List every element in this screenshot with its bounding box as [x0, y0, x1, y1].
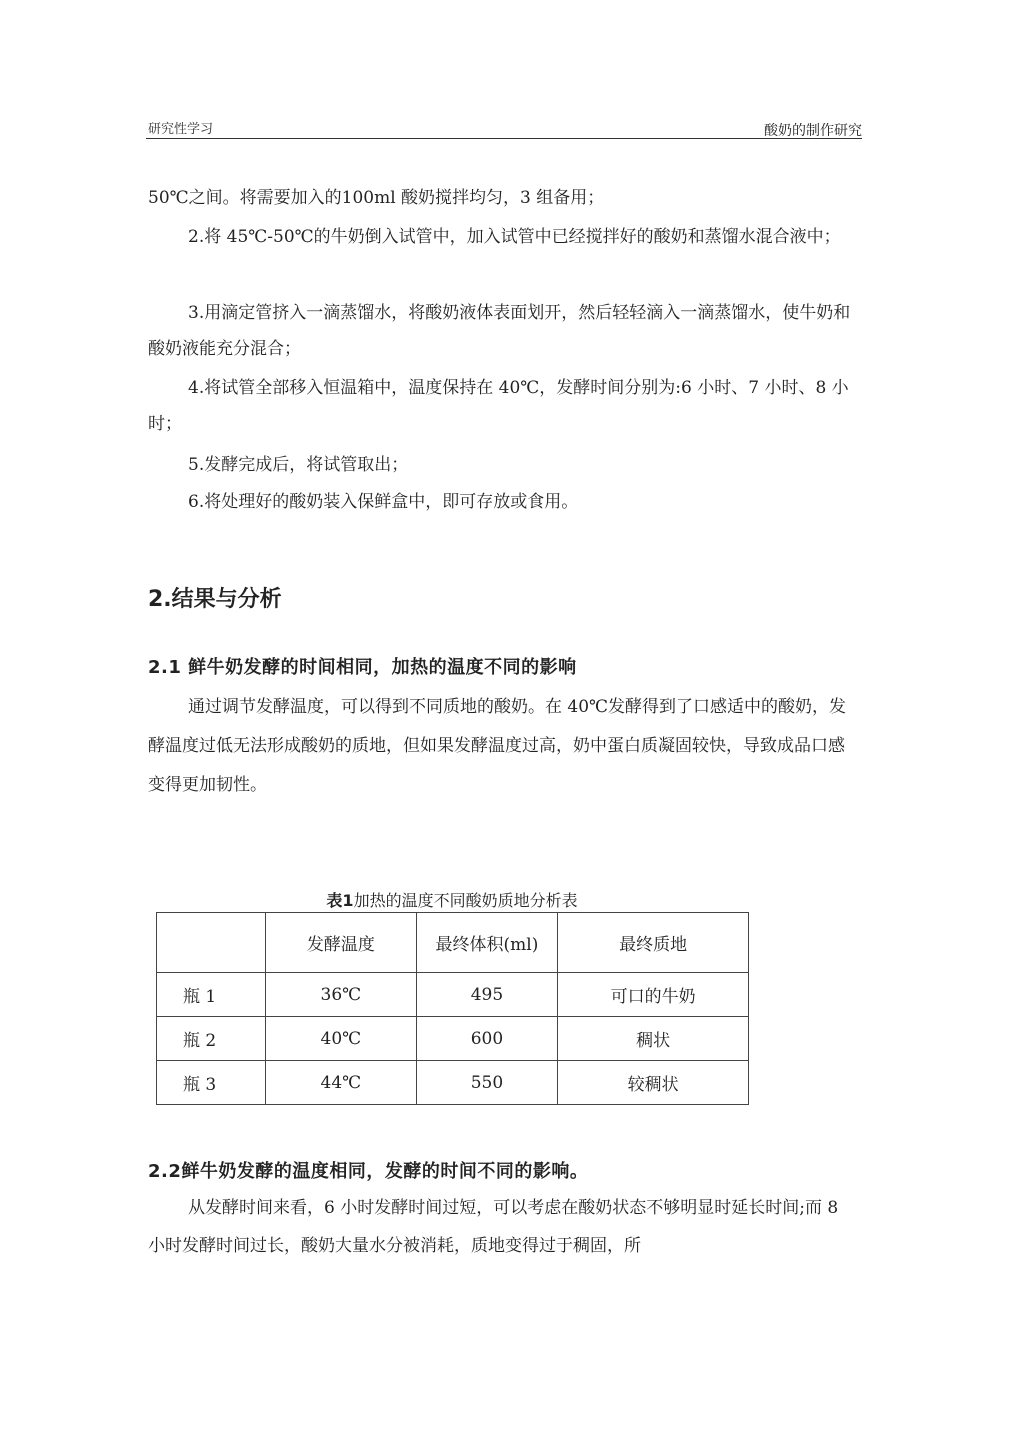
table-cell: 36℃ — [266, 973, 417, 1017]
table-row — [157, 1017, 749, 1061]
step1-continuation: 50℃之间。将需要加入的100ml 酸奶搅拌均匀，3 组备用； — [148, 188, 605, 208]
subsection-2-1-body: 通过调节发酵温度，可以得到不同质地的酸奶。在 40℃发酵得到了口感适中的酸奶，发酵温度过低无法形成酸奶的质地，但如果发酵温度过高，奶中蛋白质凝固较快，导致成品口感变得更加韧性。 — [148, 697, 847, 795]
header-divider — [146, 138, 862, 139]
table-header-cell: 发酵温度 — [266, 913, 417, 973]
table-cell: 较稠状 — [558, 1061, 749, 1105]
subsection-heading-2-1: 2.1 鲜牛奶发酵的时间相同，加热的温度不同的影响 — [148, 657, 577, 678]
table-caption-text: 加热的温度不同酸奶质地分析表 — [353, 891, 578, 910]
header-title: 酸奶的制作研究 — [764, 123, 862, 139]
table-cell: 495 — [416, 973, 558, 1017]
table-cell: 瓶 1 — [157, 973, 266, 1017]
subsection-heading-2-2: 2.2鲜牛奶发酵的温度相同，发酵的时间不同的影响。 — [148, 1161, 589, 1182]
subsection-2-2-body: 从发酵时间来看，6 小时发酵时间过短，可以考虑在酸奶状态不够明显时延长时间;而 8 小时发酵时间过长，酸奶大量水分被消耗，质地变得过于稠固，所 — [148, 1198, 839, 1256]
step-5: 5.发酵完成后，将试管取出； — [188, 455, 409, 475]
table-header-cell: 最终体积(ml) — [416, 913, 558, 973]
table-cell: 瓶 2 — [157, 1017, 266, 1061]
table-cell: 44℃ — [266, 1061, 417, 1105]
table-cell: 瓶 3 — [157, 1061, 266, 1105]
step-4: 4.将试管全部移入恒温箱中，温度保持在 40℃，发酵时间分别为:6 小时、7 小时、8 小时； — [148, 378, 849, 434]
table-cell: 稠状 — [558, 1017, 749, 1061]
table-cell: 可口的牛奶 — [558, 973, 749, 1017]
table-caption — [156, 888, 748, 911]
texture-analysis-table — [156, 912, 749, 1105]
table-cell: 550 — [416, 1061, 558, 1105]
table-caption-label: 表1 — [326, 891, 354, 910]
step-2: 2.将 45℃-50℃的牛奶倒入试管中，加入试管中已经搅拌好的酸奶和蒸馏水混合液中； — [188, 227, 841, 247]
table-header-cell: 最终质地 — [558, 913, 749, 973]
table-cell: 40℃ — [266, 1017, 417, 1061]
section-heading: 2.结果与分析 — [148, 587, 282, 612]
table-cell: 600 — [416, 1017, 558, 1061]
table-row — [157, 973, 749, 1017]
step-3: 3.用滴定管挤入一滴蒸馏水，将酸奶液体表面划开，然后轻轻滴入一滴蒸馏水，使牛奶和酸奶液能充分混合； — [148, 303, 851, 359]
table-header-row — [157, 913, 749, 973]
header-subject: 研究性学习 — [148, 122, 214, 137]
step-6: 6.将处理好的酸奶装入保鲜盒中，即可存放或食用。 — [188, 492, 579, 512]
table-row — [157, 1061, 749, 1105]
table-header-cell — [157, 913, 266, 973]
